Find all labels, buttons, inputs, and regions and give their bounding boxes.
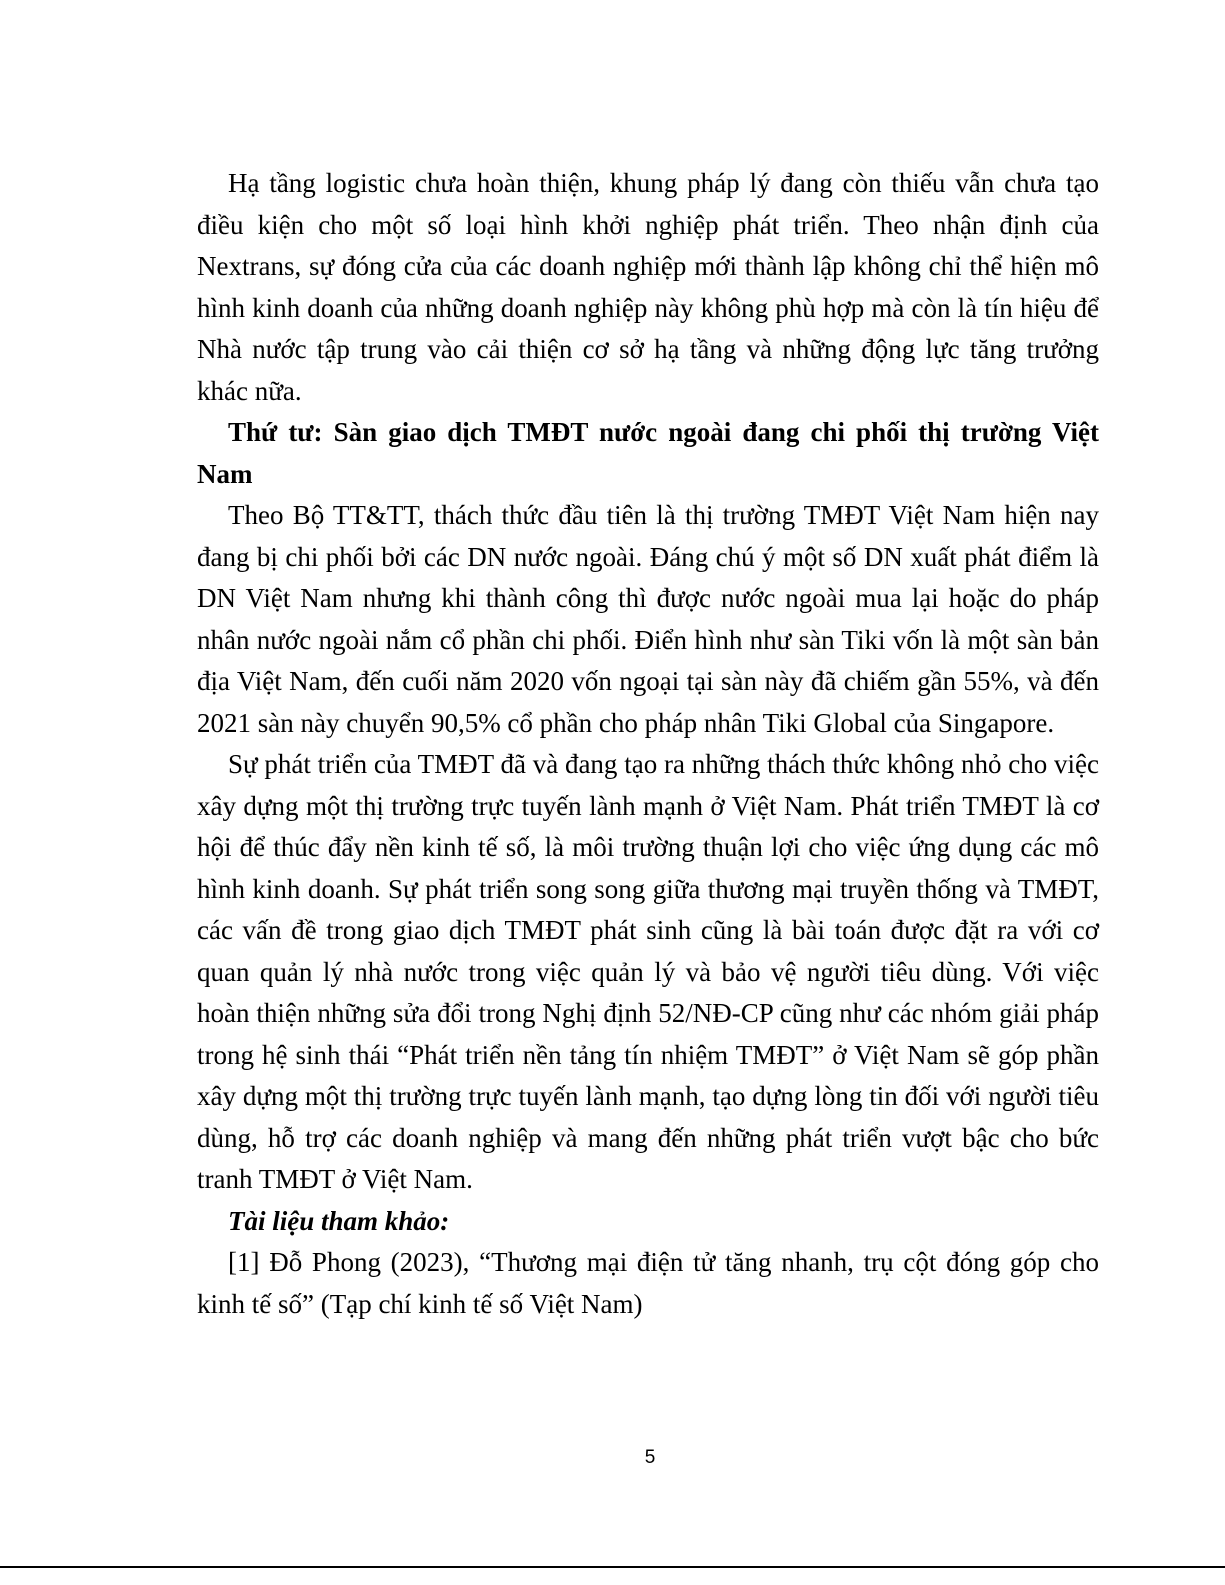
paragraph-logistics: Hạ tầng logistic chưa hoàn thiện, khung pháp lý đang còn thiếu vẫn chưa tạo điều kiện cho một số loại hình khởi nghiệp phát triển. Theo nhận định của Nextrans, sự đóng cửa của các doanh nghiệp mới thành lập không chỉ thể hiện mô hình kinh doanh của những doanh nghiệp này không phù hợp mà còn là tín hiệu để Nhà nước tập trung vào cải thiện cơ sở hạ tầng và những động lực tăng trưởng khác nữa. [197, 168, 1099, 406]
section-heading: Thứ tư: Sàn giao dịch TMĐT nước ngoài đang chi phối thị trường Việt Nam [197, 417, 1099, 489]
paragraph-foreign-platforms: Theo Bộ TT&TT, thách thức đầu tiên là thị trường TMĐT Việt Nam hiện nay đang bị chi phối bởi các DN nước ngoài. Đáng chú ý một số DN xuất phát điểm là DN Việt Nam nhưng khi thành công thì được nước ngoài mua lại hoặc do pháp nhân nước ngoài nắm cổ phần chi phối. Điển hình như sàn Tiki vốn là một sàn bản địa Việt Nam, đến cuối năm 2020 vốn ngoại tại sàn này đã chiếm gần 55%, và đến 2021 sàn này chuyển 90,5% cổ phần cho pháp nhân Tiki Global của Singapore. [197, 500, 1099, 738]
reference-item: [1] Đỗ Phong (2023), “Thương mại điện tử tăng nhanh, trụ cột đóng góp cho kinh tế số” (Tạp chí kinh tế số Việt Nam) [197, 1247, 1099, 1319]
page-bottom-border [0, 1566, 1225, 1568]
document-body [197, 163, 1099, 1325]
page-number: 5 [644, 1447, 656, 1468]
references-heading: Tài liệu tham khảo: [228, 1205, 450, 1236]
paragraph-conclusion: Sự phát triển của TMĐT đã và đang tạo ra những thách thức không nhỏ cho việc xây dựng một thị trường trực tuyến lành mạnh ở Việt Nam. Phát triển TMĐT là cơ hội để thúc đẩy nền kinh tế số, là môi trường thuận lợi cho việc ứng dụng các mô hình kinh doanh. Sự phát triển song song giữa thương mại truyền thống và TMĐT, các vấn đề trong giao dịch TMĐT phát sinh cũng là bài toán được đặt ra với cơ quan quản lý nhà nước trong việc quản lý và bảo vệ người tiêu dùng. Với việc hoàn thiện những sửa đổi trong Nghị định 52/NĐ-CP cũng như các nhóm giải pháp trong hệ sinh thái “Phát triển nền tảng tín nhiệm TMĐT” ở Việt Nam sẽ góp phần xây dựng một thị trường trực tuyến lành mạnh, tạo dựng lòng tin đối với người tiêu dùng, hỗ trợ các doanh nghiệp và mang đến những phát triển vượt bậc cho bức tranh TMĐT ở Việt Nam. [197, 749, 1099, 1194]
